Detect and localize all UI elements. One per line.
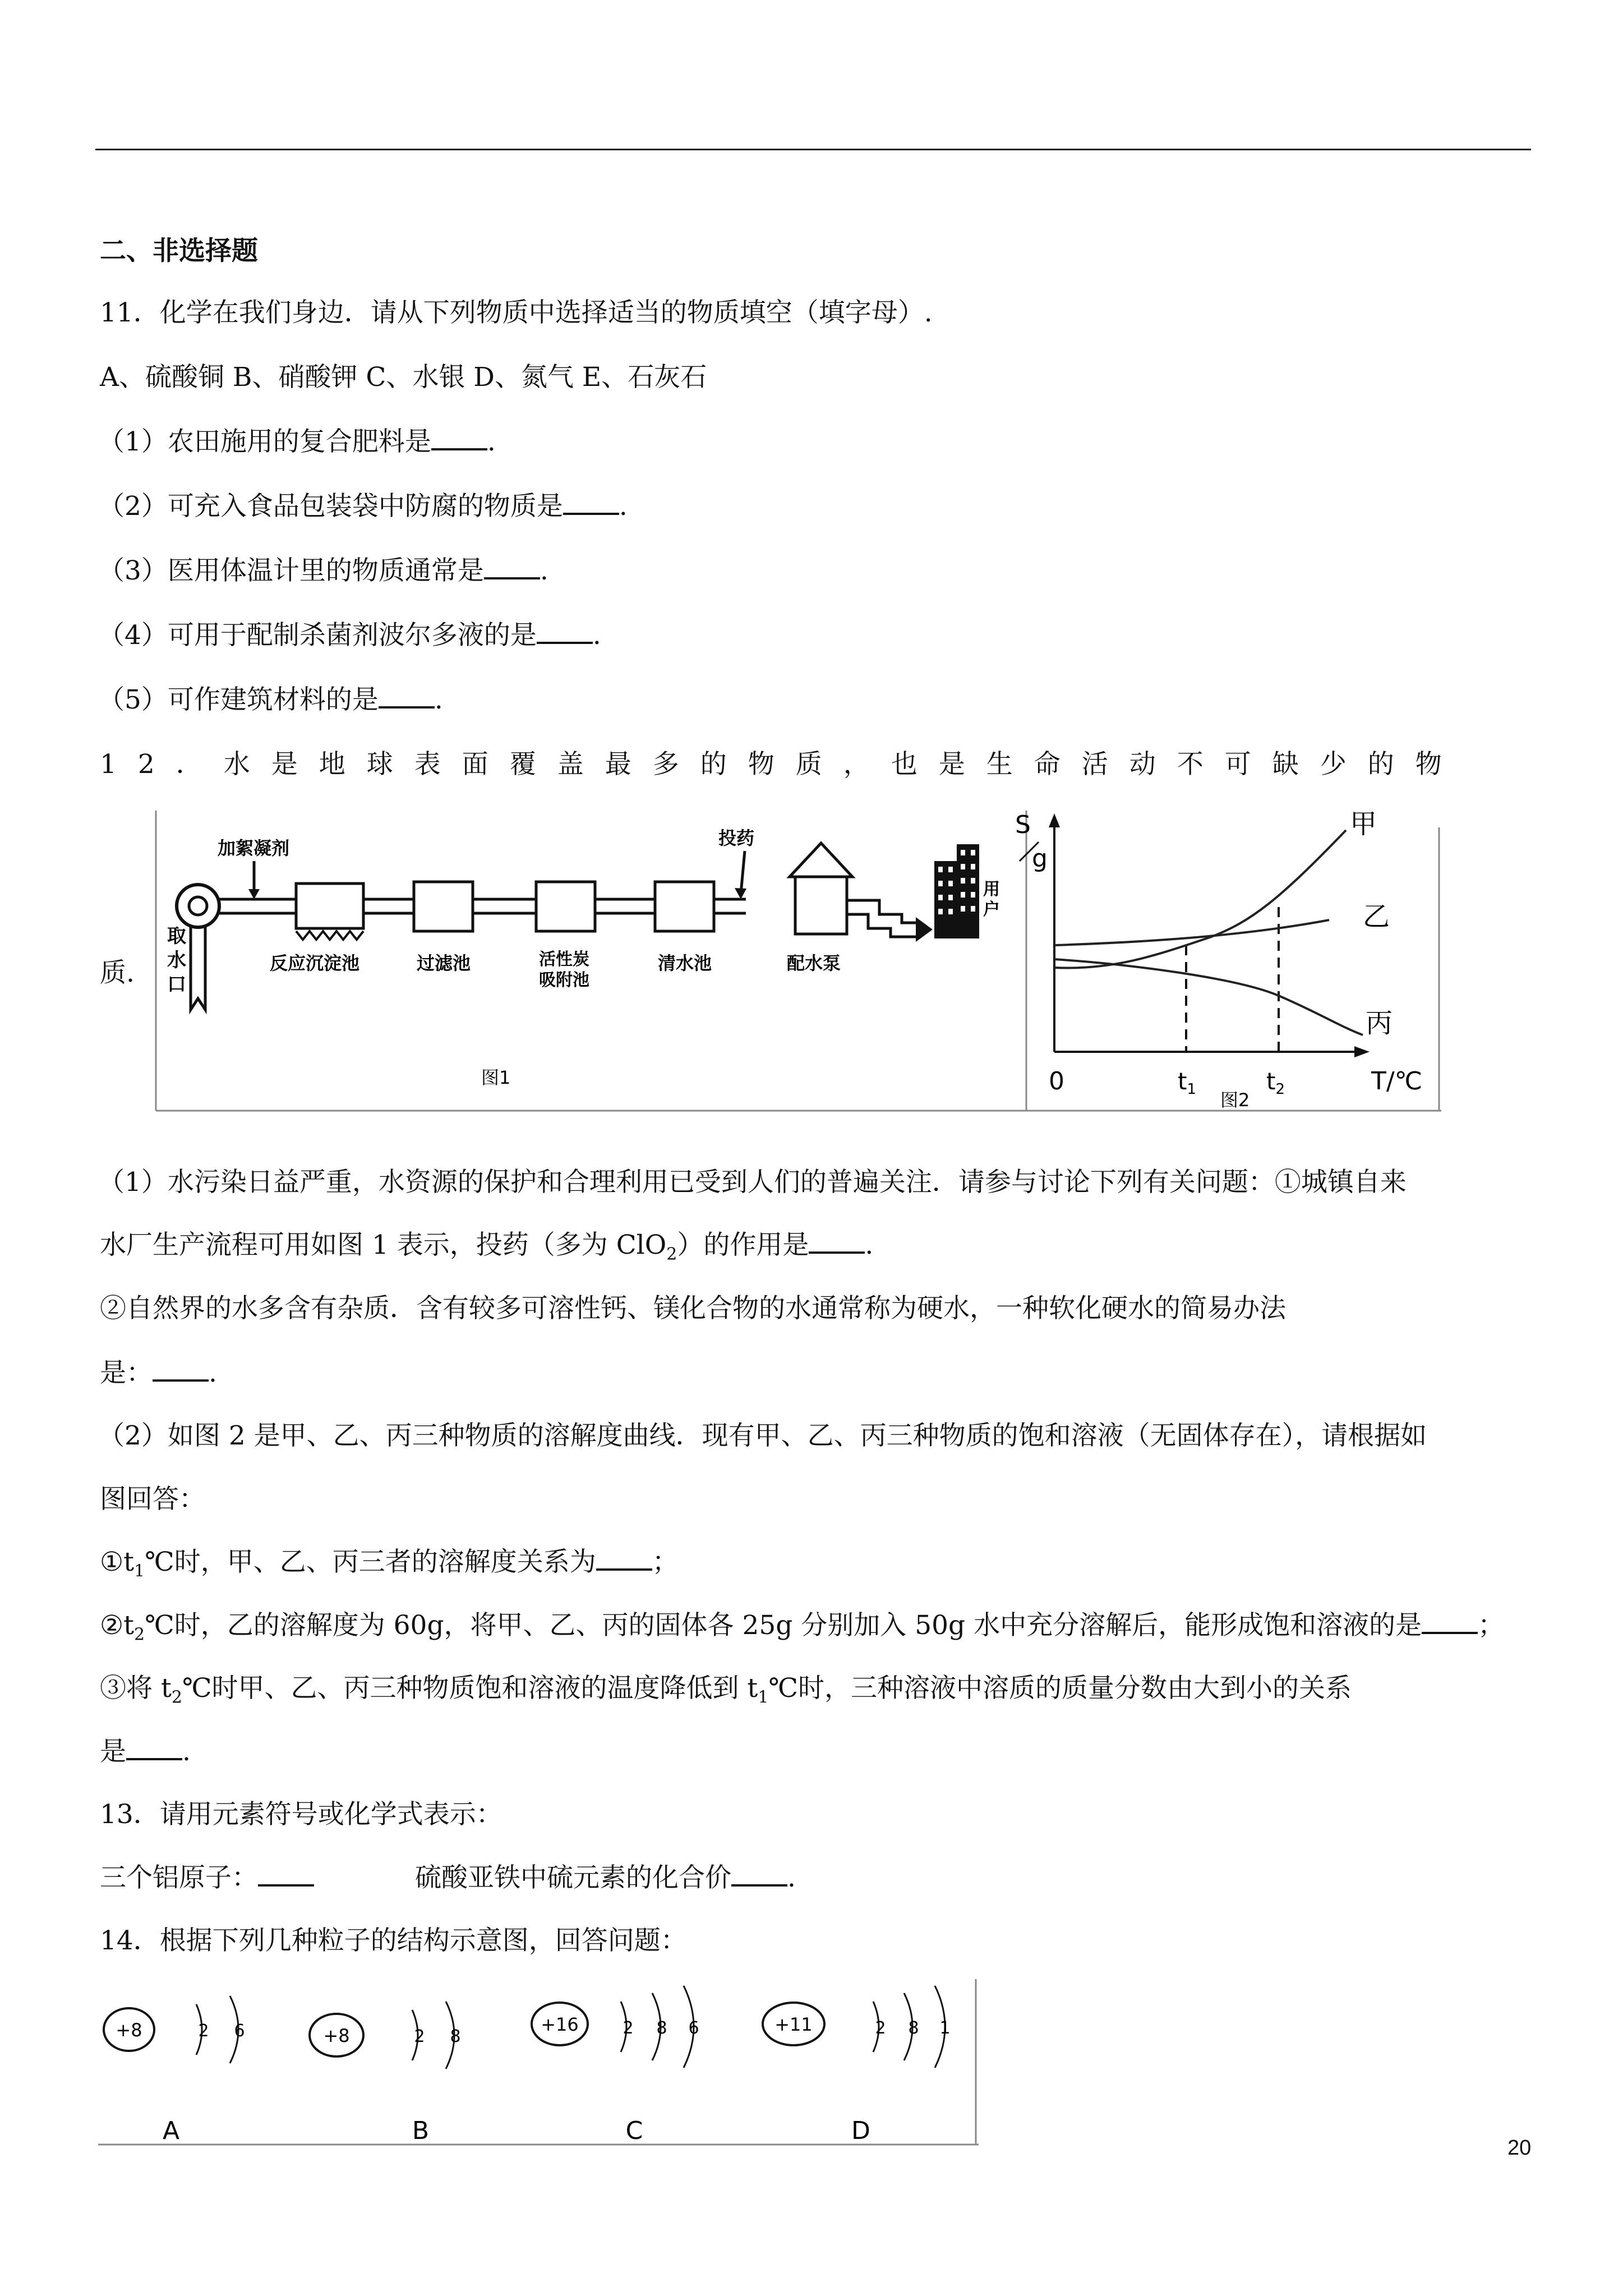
q12-p1-b: 水厂生产流程可用如图 1 表示，投药（多为 ClO$_2$）的作用是 .	[100, 1230, 874, 1264]
q12-sub-3-b: 是 .	[100, 1736, 191, 1767]
intake-wheel	[177, 885, 219, 927]
particle-d-label: D	[851, 2116, 870, 2145]
q12-sub-3: ③将 $t_2℃$时甲、乙、丙三种物质饱和溶液的温度降低到 $t_1℃$时，三种溶液中溶质的质量分数由大到小的关系	[100, 1673, 1352, 1708]
curve-jia-label: 甲	[1350, 808, 1377, 840]
q12-p3-b: 图回答：	[100, 1484, 205, 1515]
tank-carbon-label-1: 活性炭	[539, 950, 589, 969]
particle-d-shell-2: 8	[908, 2018, 919, 2038]
answer-blank[interactable]	[563, 490, 619, 515]
q13-b: 硫酸亚铁中硫元素的化合价 .	[415, 1862, 796, 1893]
t1-label: t1	[1178, 1068, 1197, 1098]
particle-c-shell-1: 2	[623, 2018, 634, 2038]
q11-item-1: （1）农田施用的复合肥料是 .	[98, 426, 496, 457]
q11-stem: 11．化学在我们身边．请从下列物质中选择适当的物质填空（填字母）.	[100, 297, 933, 328]
t2-label: t2	[1266, 1068, 1285, 1098]
user-building-1	[934, 861, 957, 938]
pump-roof	[790, 843, 852, 877]
user-label-1: 用	[983, 880, 1000, 899]
intake-label-1: 取	[167, 925, 186, 947]
answer-blank[interactable]	[153, 1357, 209, 1382]
particle-c-label: C	[625, 2116, 643, 2145]
pump-house	[795, 875, 847, 934]
particle-b-label: B	[412, 2116, 430, 2145]
tank-carbon-label-2: 吸附池	[539, 970, 589, 990]
particle-d	[763, 1986, 951, 2145]
tank-filter	[414, 882, 473, 931]
curve-yi-label: 乙	[1363, 901, 1390, 932]
q11-item-3: （3）医用体温计里的物质通常是 .	[98, 555, 548, 586]
user-building-2	[957, 844, 979, 938]
y-label-s: S	[1015, 811, 1031, 839]
figure-2-solubility-curves	[1015, 808, 1441, 1125]
particle-b	[310, 2001, 461, 2145]
particle-c	[532, 1986, 699, 2145]
dosing-arrow	[741, 851, 745, 894]
pump-label: 配水泵	[787, 953, 841, 974]
intake-label-2: 水	[167, 949, 186, 972]
figure-particle-structures	[98, 1979, 979, 2147]
particle-a-shell-2: 6	[234, 2021, 245, 2041]
particle-c-shell-3: 6	[688, 2018, 699, 2038]
q11-item-5: （5）可作建筑材料的是 .	[98, 684, 443, 715]
answer-blank[interactable]	[1422, 1609, 1478, 1634]
tank-carbon	[536, 882, 595, 931]
q12-stem: 12．水是地球表面覆盖最多的物质，也是生命活动不可缺少的物	[100, 749, 1463, 780]
particle-b-nucleus-label: +8	[323, 2025, 350, 2046]
particle-d-shell-1: 2	[875, 2018, 886, 2038]
q13-a: 三个铝原子：	[100, 1861, 314, 1895]
particle-a-label: A	[162, 2116, 180, 2145]
q11-options: A、硫酸铜 B、硝酸钾 C、水银 D、氮气 E、石灰石	[100, 362, 707, 393]
q11-item-2: （2）可充入食品包装袋中防腐的物质是 .	[98, 491, 628, 522]
outflow-arrow	[916, 917, 933, 942]
answer-blank[interactable]	[258, 1862, 314, 1887]
q12-p1-a: （1）水污染日益严重，水资源的保护和合理利用已受到人们的普遍关注．请参与讨论下列有关问题：①城镇自来	[98, 1167, 1407, 1198]
particle-a-nucleus-label: +8	[116, 2019, 142, 2041]
q12-sub-1: $①t_1℃$时，甲、乙、丙三者的溶解度关系为 ；	[100, 1547, 679, 1581]
q13-stem: 13．请用元素符号或化学式表示：	[100, 1799, 502, 1830]
tank-sedimentation-label: 反应沉淀池	[270, 953, 360, 974]
figure-2-caption: 图2	[1220, 1089, 1250, 1111]
coagulant-label: 加絮凝剂	[218, 838, 290, 859]
q12-p2-b: 是： .	[100, 1358, 217, 1388]
tank-clear	[655, 882, 714, 931]
particle-c-shell-2: 8	[656, 2018, 667, 2038]
tank-sedimentation	[296, 884, 363, 928]
curve-bing	[1054, 959, 1363, 1035]
intake-pipe	[191, 926, 205, 1010]
answer-blank[interactable]	[809, 1229, 865, 1254]
q12-stem-end: 质.	[100, 958, 135, 988]
q12-p2-a: ②自然界的水多含有杂质．含有较多可溶性钙、镁化合物的水通常称为硬水，一种软化硬水的简易办法	[100, 1293, 1286, 1324]
tank-filter-label: 过滤池	[417, 953, 471, 974]
figure-1-caption: 图1	[481, 1067, 511, 1088]
origin-label: 0	[1049, 1067, 1064, 1096]
user-label-2: 户	[983, 900, 1000, 919]
answer-blank[interactable]	[126, 1736, 182, 1760]
intake-label-3: 口	[167, 973, 186, 996]
curve-bing-label: 丙	[1366, 1007, 1393, 1039]
tank-clear-label: 清水池	[658, 953, 712, 974]
particle-b-shell-1: 2	[414, 2027, 425, 2046]
y-label-g: g	[1032, 844, 1048, 873]
answer-blank[interactable]	[484, 555, 540, 579]
answer-blank[interactable]	[731, 1862, 787, 1887]
particle-d-shell-3: 1	[939, 2018, 951, 2038]
curve-jia	[1054, 830, 1346, 968]
section-title: 二、非选择题	[100, 236, 258, 266]
particle-c-nucleus-label: +16	[541, 2014, 579, 2035]
answer-blank[interactable]	[537, 619, 593, 644]
answer-blank[interactable]	[431, 426, 487, 450]
q11-item-4: （4）可用于配制杀菌剂波尔多液的是 .	[98, 620, 601, 651]
particle-d-nucleus-label: +11	[774, 2014, 813, 2035]
q12-sub-2: $②t_2℃$时，乙的溶解度为 60g，将甲、乙、丙的固体各 25g 分别加入 50g 水中充分溶解后，能形成饱和溶液的是 ；	[100, 1610, 1505, 1645]
particle-a	[104, 1996, 245, 2145]
q14-stem: 14．根据下列几种粒子的结构示意图，回答问题：	[100, 1925, 687, 1956]
intake-hub	[189, 897, 207, 915]
figure-1-water-treatment	[156, 811, 1031, 1114]
particle-a-shell-1: 2	[198, 2021, 209, 2041]
dosing-label: 投药	[718, 827, 755, 849]
q12-p3-a: （2）如图 2 是甲、乙、丙三种物质的溶解度曲线．现有甲、乙、丙三种物质的饱和溶液（无固体存在），请根据如	[98, 1420, 1427, 1451]
answer-blank[interactable]	[596, 1546, 652, 1571]
page-number: 20	[1507, 2136, 1532, 2160]
particle-b-shell-2: 8	[450, 2027, 461, 2046]
curve-yi	[1054, 920, 1329, 945]
x-label: T/℃	[1371, 1067, 1423, 1096]
header-rule	[95, 149, 1531, 150]
answer-blank[interactable]	[379, 684, 435, 708]
